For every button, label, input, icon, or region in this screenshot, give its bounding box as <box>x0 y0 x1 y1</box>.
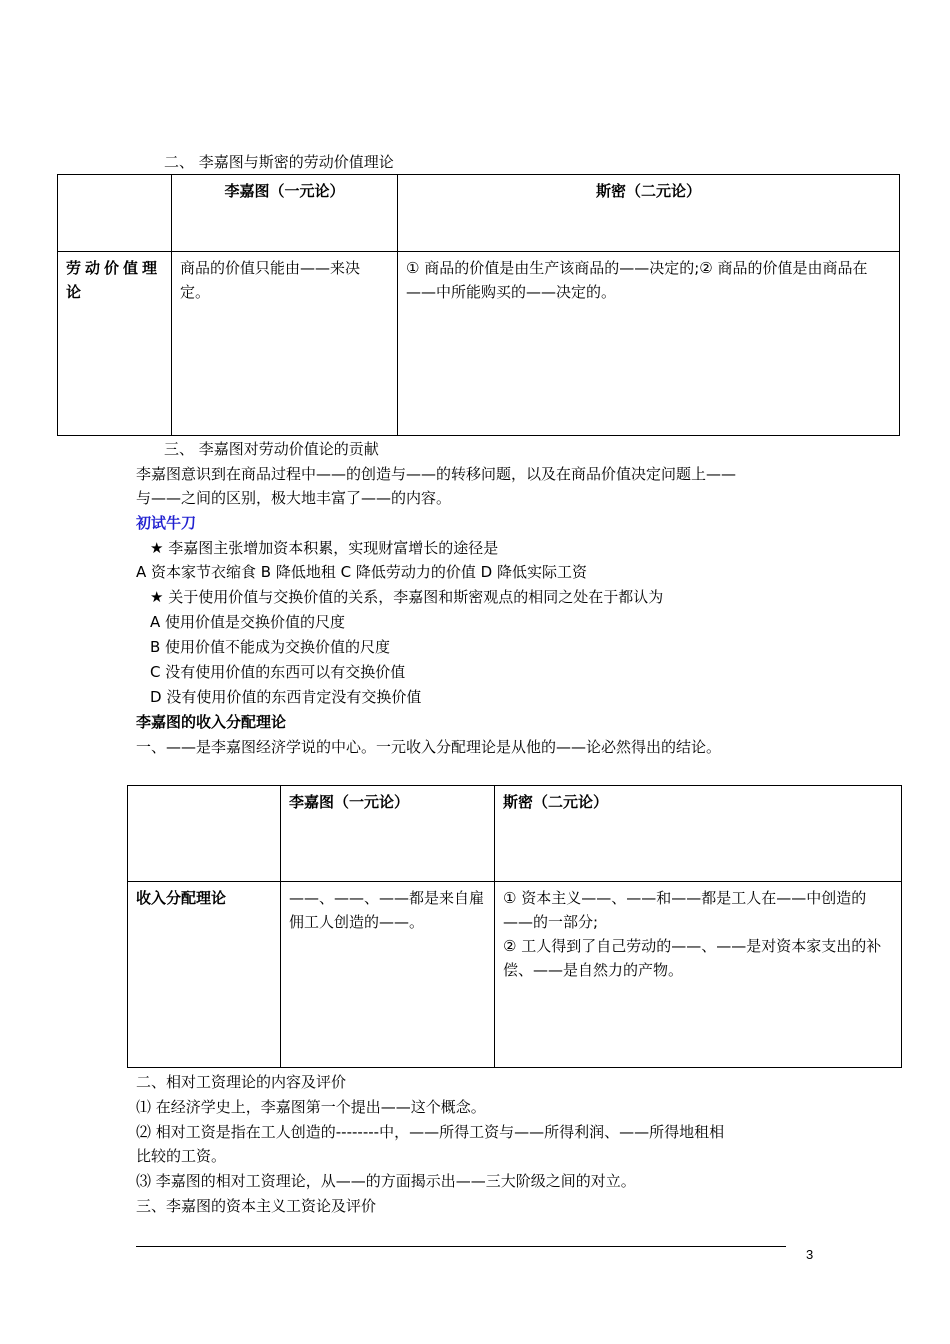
table2-smith-point-2: ② 工人得到了自己劳动的——、——是对资本家支出的补偿、——是自然力的产物。 <box>503 937 882 979</box>
footer-divider <box>136 1246 786 1247</box>
table2-header-ricardo: 李嘉图（一元论） <box>281 786 495 882</box>
relative-wage-point-1: ⑴ 在经济学史上，李嘉图第一个提出——这个概念。 <box>136 1098 486 1116</box>
table1-row-label: 劳动价值理论 <box>58 252 172 436</box>
question-2-option-d: D 没有使用价值的东西肯定没有交换价值 <box>150 688 422 706</box>
table2-smith-point-1: ① 资本主义——、——和——都是工人在——中创造的——的一部分; <box>503 889 867 931</box>
table1-header-ricardo: 李嘉图（一元论） <box>172 175 398 252</box>
page-number: 3 <box>806 1247 814 1262</box>
section-title-labor-value: 二、 李嘉图与斯密的劳动价值理论 <box>164 153 394 171</box>
table1-header-smith: 斯密（二元论） <box>398 175 900 252</box>
question-2-option-c: C 没有使用价值的东西可以有交换价值 <box>150 663 406 681</box>
question-2: ★ 关于使用价值与交换价值的关系，李嘉图和斯密观点的相同之处在于都认为 <box>150 588 664 606</box>
table2-corner-cell <box>128 786 281 882</box>
question-1-options: A 资本家节衣缩食 B 降低地租 C 降低劳动力的价值 D 降低实际工资 <box>136 563 587 581</box>
practice-title: 初试牛刀 <box>136 514 197 532</box>
income-distribution-title: 李嘉图的收入分配理论 <box>136 713 287 731</box>
question-2-option-b: B 使用价值不能成为交换价值的尺度 <box>150 638 391 656</box>
income-distribution-line-1: 一、——是李嘉图经济学说的中心。一元收入分配理论是从他的——论必然得出的结论。 <box>136 738 722 756</box>
relative-wage-point-2b: 比较的工资。 <box>136 1147 227 1165</box>
question-1: ★ 李嘉图主张增加资本积累，实现财富增长的途径是 <box>150 539 499 557</box>
table2-ricardo-cell: ——、——、——都是来自雇佣工人创造的——。 <box>281 882 495 1068</box>
table1-ricardo-cell: 商品的价值只能由——来决定。 <box>172 252 398 436</box>
table1-smith-cell: ① 商品的价值是由生产该商品的——决定的;② 商品的价值是由商品在——中所能购买的——决定的。 <box>398 252 900 436</box>
relative-wage-title: 二、相对工资理论的内容及评价 <box>136 1073 347 1091</box>
capital-wage-title: 三、李嘉图的资本主义工资论及评价 <box>136 1197 377 1215</box>
labor-value-table <box>57 174 900 436</box>
contribution-line-1: 李嘉图意识到在商品过程中——的创造与——的转移问题，以及在商品价值决定问题上—— <box>136 465 737 483</box>
relative-wage-point-2a: ⑵ 相对工资是指在工人创造的--------中，——所得工资与——所得利润、——所得地租相 <box>136 1123 725 1141</box>
section-title-contribution: 三、 李嘉图对劳动价值论的贡献 <box>164 440 379 458</box>
table2-header-smith: 斯密（二元论） <box>495 786 902 882</box>
table1-corner-cell <box>58 175 172 252</box>
table2-row-label: 收入分配理论 <box>128 882 281 1068</box>
contribution-line-2: 与——之间的区别，极大地丰富了——的内容。 <box>136 489 452 507</box>
table2-smith-cell <box>495 882 902 1068</box>
question-2-option-a: A 使用价值是交换价值的尺度 <box>150 613 346 631</box>
income-distribution-table <box>127 785 902 1068</box>
relative-wage-point-3: ⑶ 李嘉图的相对工资理论，从——的方面揭示出——三大阶级之间的对立。 <box>136 1172 636 1190</box>
